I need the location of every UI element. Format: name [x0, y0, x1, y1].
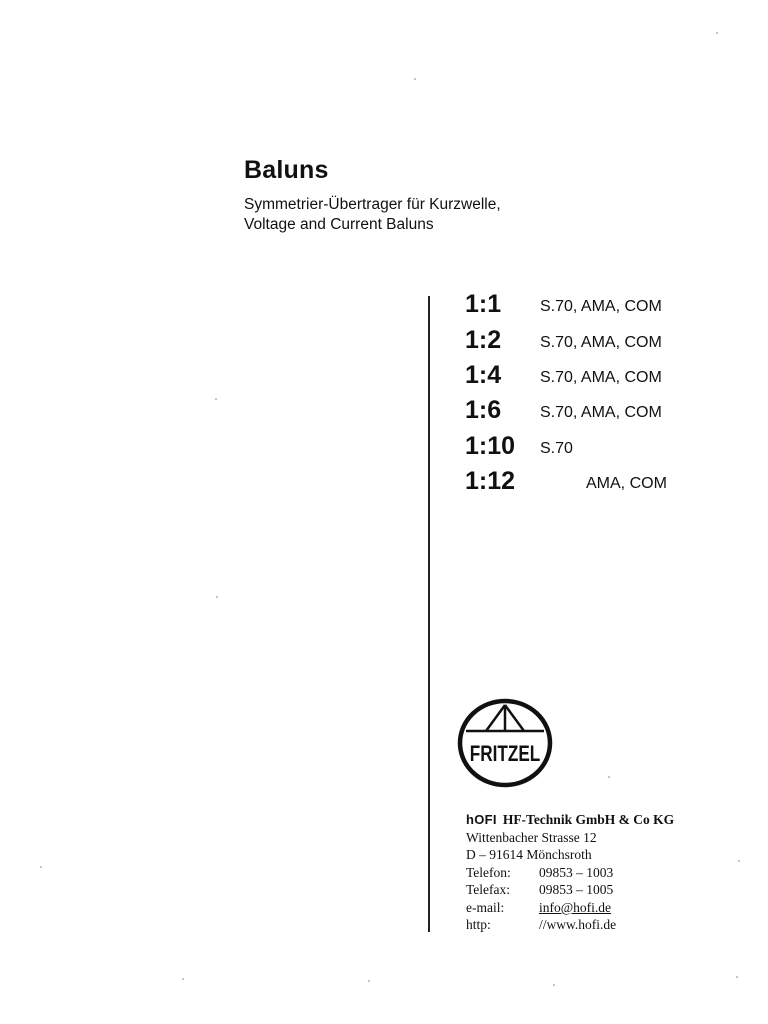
- ratio-value: 1:10: [465, 432, 516, 460]
- ratio-value: 1:6: [465, 396, 502, 424]
- ratio-series: S.70, AMA, COM: [540, 334, 662, 351]
- scan-speck: [368, 980, 370, 982]
- scan-speck: [215, 398, 217, 400]
- ratio-series: S.70: [540, 440, 573, 457]
- fax-value: 09853 – 1005: [539, 882, 614, 897]
- ratio-series: AMA, COM: [586, 475, 667, 492]
- fritzel-logo: [456, 697, 554, 789]
- street-address: Wittenbacher Strasse 12: [466, 829, 597, 845]
- ratio-series: S.70, AMA, COM: [540, 404, 662, 421]
- city-address: D – 91614 Mönchsroth: [466, 847, 592, 862]
- company-contact: [466, 811, 674, 934]
- vertical-divider: [428, 296, 430, 932]
- ratio-value: 1:4: [465, 361, 502, 389]
- subtitle-line-1: Symmetrier-Übertrager für Kurzwelle,: [244, 196, 501, 213]
- email-label: e-mail:: [466, 899, 505, 915]
- page-title: Baluns: [244, 156, 329, 184]
- subtitle-line-2: Voltage and Current Baluns: [244, 216, 434, 233]
- scan-speck: [553, 984, 555, 986]
- email-line: [466, 899, 674, 917]
- company-name-line: [466, 811, 674, 829]
- phone-label: Telefon:: [466, 864, 511, 880]
- fax-label: Telefax:: [466, 882, 511, 897]
- web-value: //www.hofi.de: [539, 917, 617, 932]
- email-link[interactable]: info@hofi.de: [539, 899, 612, 915]
- ratio-series: S.70, AMA, COM: [540, 298, 662, 315]
- scan-speck: [216, 596, 218, 598]
- phone-value: 09853 – 1003: [539, 864, 614, 880]
- scan-speck: [608, 776, 610, 778]
- ratio-series: S.70, AMA, COM: [540, 369, 662, 386]
- phone-line: [466, 864, 674, 882]
- scan-speck: [716, 32, 718, 34]
- scan-speck: [40, 866, 42, 868]
- fax-line: [466, 881, 674, 899]
- scan-speck: [738, 860, 740, 862]
- ratio-value: 1:12: [465, 467, 516, 495]
- company-name: HF-Technik GmbH & Co KG: [502, 812, 675, 827]
- ratio-value: 1:1: [465, 290, 502, 318]
- scan-speck: [736, 976, 738, 978]
- scan-speck: [182, 978, 184, 980]
- logo-text: FRITZEL: [469, 742, 541, 767]
- web-label: http:: [466, 917, 491, 932]
- scan-speck: [414, 78, 416, 80]
- ratio-value: 1:2: [465, 326, 502, 354]
- brand-mark: hOFI: [466, 812, 497, 827]
- web-line: [466, 916, 674, 934]
